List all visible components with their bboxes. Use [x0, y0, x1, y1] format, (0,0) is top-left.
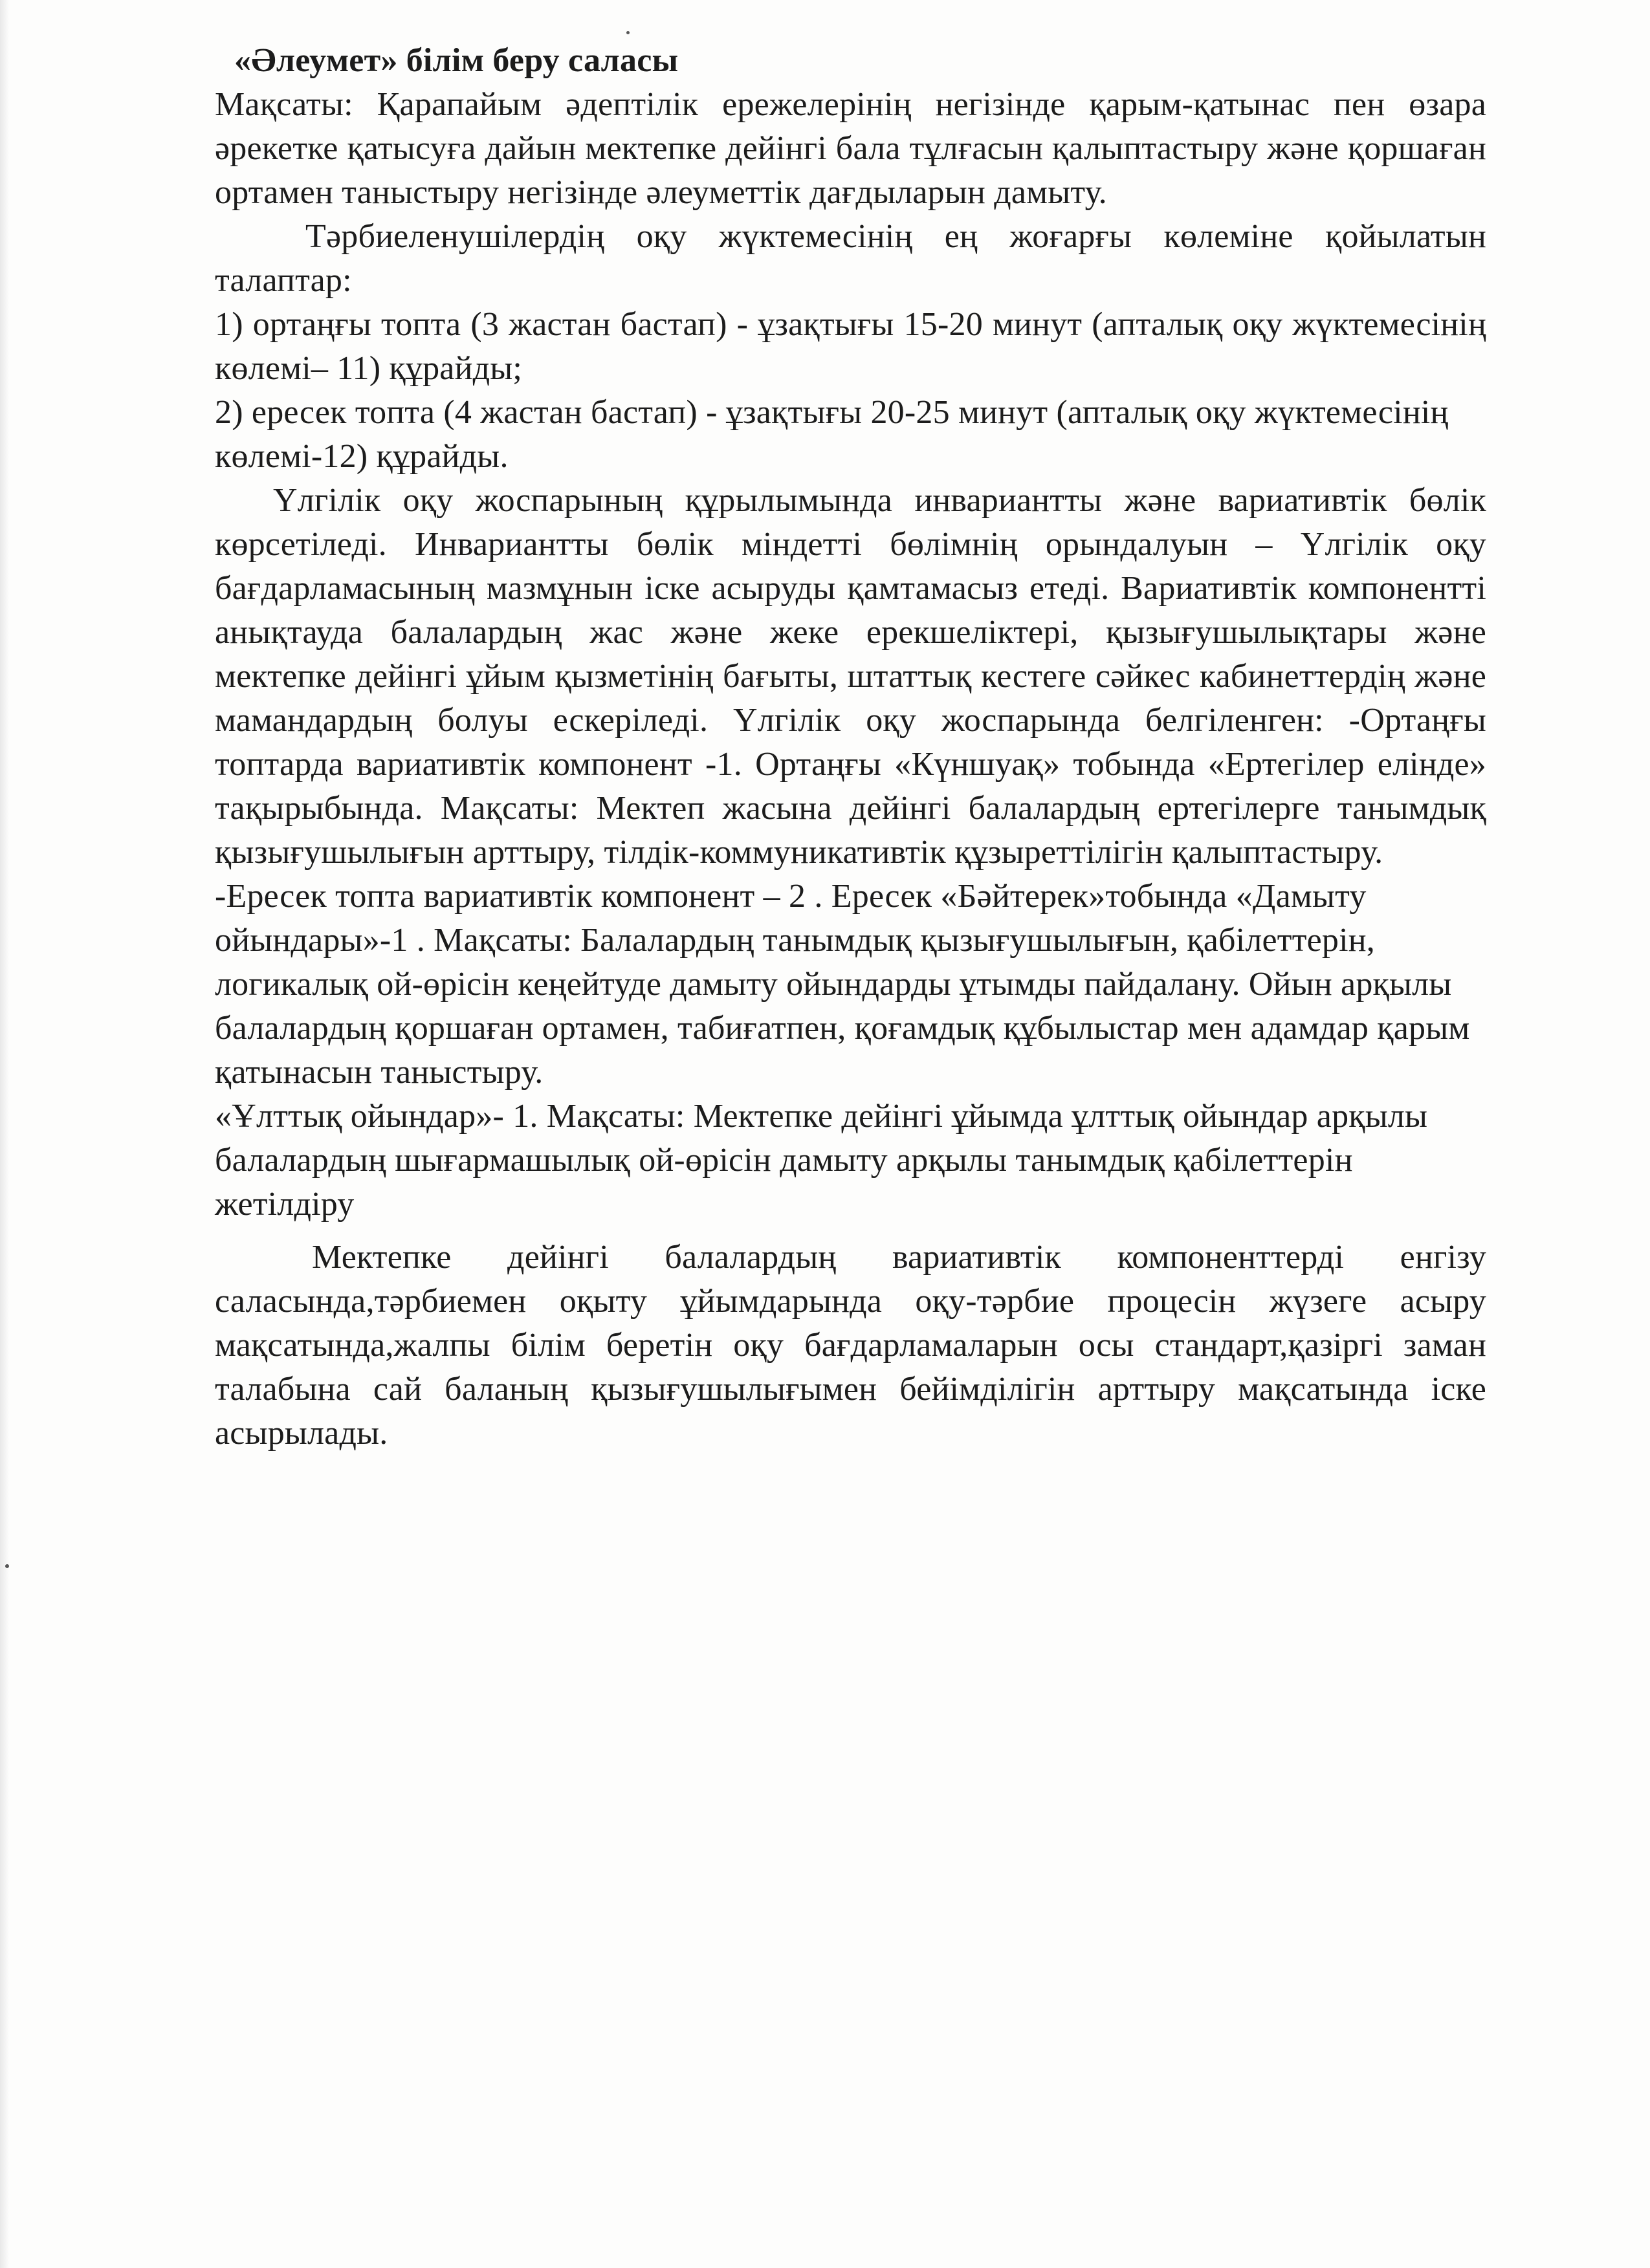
scan-edge-shadow: [0, 0, 9, 2268]
scan-speck-left: [5, 1564, 9, 1568]
requirement-item-2: 2) ересек топта (4 жастан бастап) - ұзақтығы 20-25 минут (апталық оқу жүктемесінің көлемі-12) құрайды.: [215, 394, 1449, 475]
requirements-heading: Тәрбиеленушілердің оқу жүктемесінің ең жоғарғы көлеміне қойылатын талаптар:: [215, 218, 1486, 299]
document-title: «Әлеумет» білім беру саласы: [234, 42, 679, 79]
goal-paragraph: Мақсаты: Қарапайым әдептілік ережелерінің негізінде қарым-қатынас пен өзара әрекетке қатысуға дайын мектепке дейінгі бала тұлғасын қалыптастыру және қоршаған ортамен таныстыру негізінде әлеуметтік дағдыларын дамыту.: [215, 86, 1486, 211]
requirement-item-1: 1) ортаңғы топта (3 жастан бастап) - ұзақтығы 15-20 минут (апталық оқу жүктемесінің көлемі– 11) құрайды;: [215, 306, 1486, 387]
closing-paragraph: Мектепке дейінгі балалардың вариативтік компоненттерді енгізу саласында,тәрбиемен оқыту ұйымдарында оқу-тәрбие процесін жүзеге асыру мақсатында,жалпы білім беретін оқу бағдарламаларын осы стандарт,қазіргі заман талабына сай баланың қызығушылығымен бейімділігін арттыру мақсатында іске асырылады.: [215, 1239, 1486, 1452]
senior-group-paragraph: -Ересек топта вариативтік компонент – 2 . Ересек «Бәйтерек»тобында «Дамыту ойындары»-1 . Мақсаты: Балалардың танымдық қызығушылығын, қабілеттерін, логикалық ой-өрісін кеңейтуде дамыту ойындарды ұтымды пайдалану. Ойын арқылы балалардың қоршаған ортамен, табиғатпен, қоғамдық құбылыстар мен адамдар қарым қатынасын таныстыру.: [215, 878, 1470, 1091]
curriculum-structure-paragraph: Үлгілік оқу жоспарының құрылымында инвариантты және вариативтік бөлік көрсетіледі. Инвариантты бөлік міндетті бөлімнің орындалуын – Үлгілік оқу бағдарламасының мазмұнын іске асыруды қамтамасыз етеді. Вариативтік компонентті анықтауда балалардың жас және жеке ерекшеліктері, қызығушылықтары және мектепке дейінгі ұйым қызметінің бағыты, штаттық кестеге сәйкес кабинеттердің және мамандардың болуы ескеріледі. Үлгілік оқу жоспарында белгіленген: -Ортаңғы топтарда вариативтік компонент -1. Ортаңғы «Күншуақ» тобында «Ертегілер елінде» тақырыбында. Мақсаты: Мектеп жасына дейінгі балалардың ертегілерге танымдық қызығушылығын арттыру, тілдік-коммуникативтік құзыреттілігін қалыптастыру.: [215, 482, 1486, 871]
national-games-paragraph: «Ұлттық ойындар»- 1. Мақсаты: Мектепке дейінгі ұйымда ұлттық ойындар арқылы балалардың шығармашылық ой-өрісін дамыту арқылы танымдық қабілеттерін жетілдіру: [215, 1098, 1428, 1223]
scan-speck-top: [626, 31, 630, 34]
document-body: [215, 39, 1486, 1456]
